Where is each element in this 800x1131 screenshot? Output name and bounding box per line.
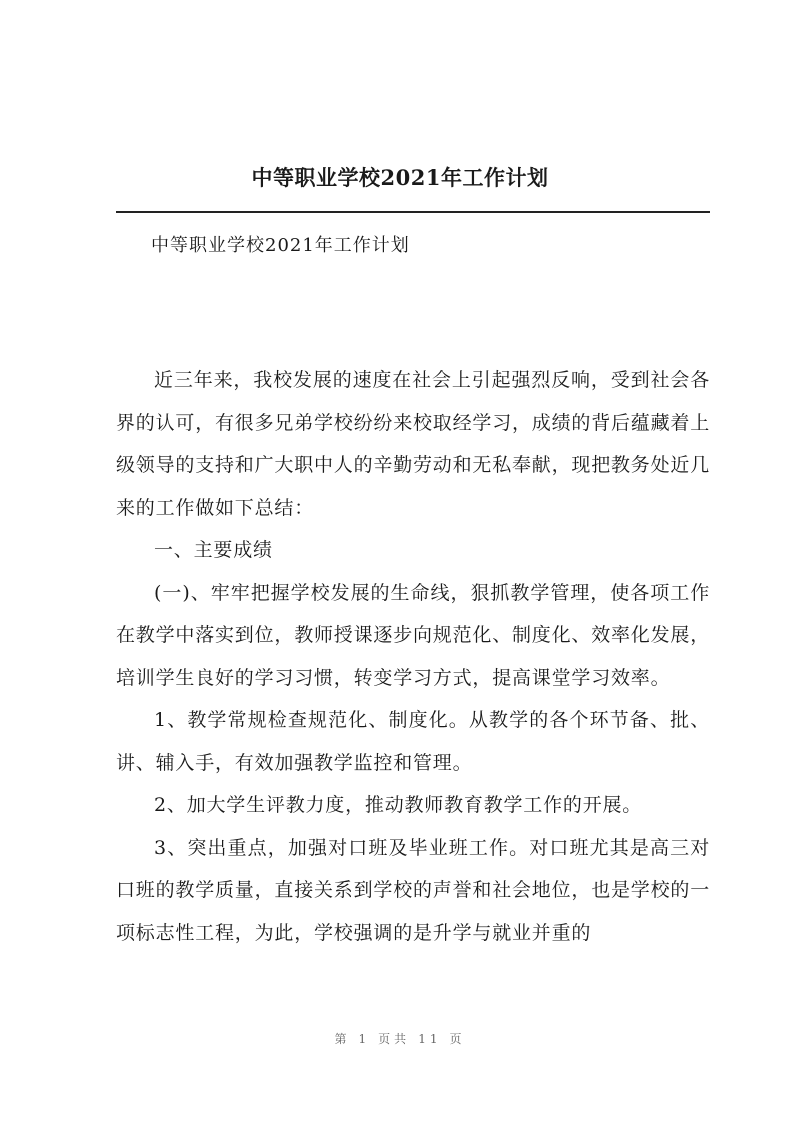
paragraph-item-3: 3、突出重点，加强对口班及毕业班工作。对口班尤其是高三对口班的教学质量，直接关系到学校的声誉和社会地位，也是学校的一项标志性工程，为此，学校强调的是升学与就业并重的 (116, 836, 711, 944)
document-subtitle: 中等职业学校2021年工作计划 (151, 235, 410, 256)
document-title: 中等职业学校2021年工作计划 (251, 165, 549, 190)
paragraph-item-2: 2、加大学生评教力度，推动教师教育教学工作的开展。 (154, 794, 643, 816)
footer-total-pages: 11 (418, 1032, 442, 1046)
paragraph-subsection-1: (一)、牢牢把握学校发展的生命线，狠抓教学管理，使各项工作在教学中落实到位，教师授课逐步向规范化、制度化、效率化发展，培训学生良好的学习习惯，转变学习方式，提高课堂学习效率。 (116, 581, 711, 689)
section-heading: 一、主要成绩 (154, 539, 273, 561)
footer-page-number: 1 (358, 1032, 371, 1046)
paragraph-intro: 近三年来，我校发展的速度在社会上引起强烈反响，受到社会各界的认可，有很多兄弟学校纷纷来校取经学习，成绩的背后蕴藏着上级领导的支持和广大职中人的辛勤劳动和无私奉献，现把教务处近几来的工作做如下总结： (116, 369, 711, 519)
document-body (116, 225, 710, 954)
footer-middle: 页共 (378, 1032, 411, 1046)
footer-suffix: 页 (449, 1032, 466, 1046)
page-footer (0, 1030, 800, 1047)
title-divider (116, 211, 710, 213)
footer-prefix: 第 (334, 1032, 351, 1046)
paragraph-item-1: 1、教学常规检查规范化、制度化。从教学的各个环节备、批、讲、辅入手，有效加强教学监控和管理。 (116, 709, 710, 774)
